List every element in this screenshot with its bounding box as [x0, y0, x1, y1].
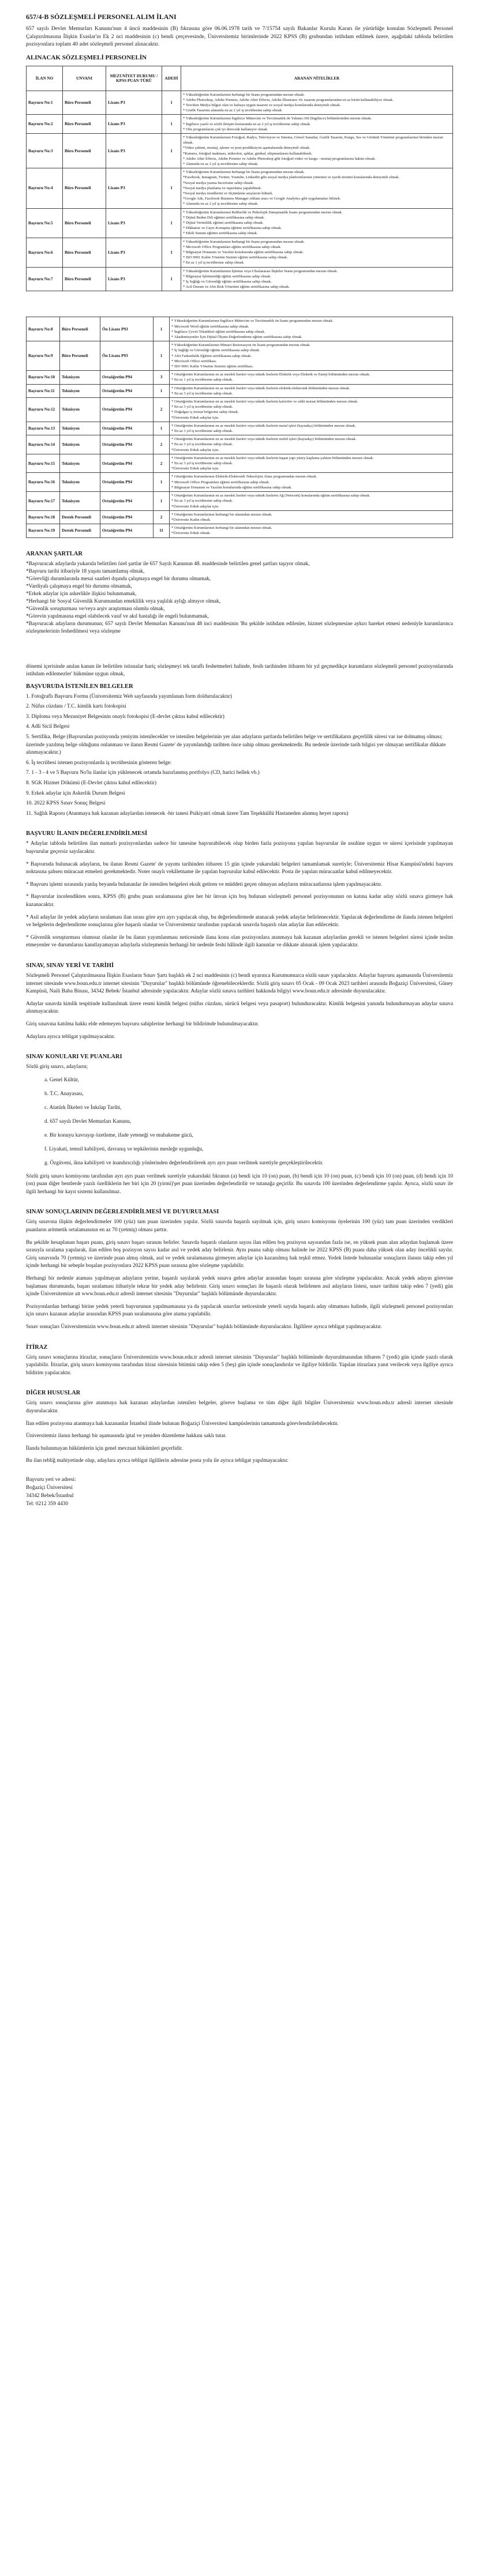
degerlendirme-item: * Adaylar tabloda belirtilen ilan numarlı pozisyonlardan sadece bir tanesine başvurabilecek olup birden fazla pozisyona yapılan başvurular ile usulüne uygun ve süresi içerisinde yapılmayan başvurular geçersiz sayılacaktır.	[26, 841, 453, 855]
cell-unvan: Teknisyen	[60, 473, 100, 492]
cell-adet: 1	[154, 473, 170, 492]
cell-ilan-no: Başvuru No:10	[27, 371, 60, 384]
requirement-line: * Bilgisayar İşletmenliği eğitim sertifikasına sahip olmak.	[183, 274, 271, 279]
table-row	[27, 473, 453, 492]
cell-aranan	[170, 510, 453, 524]
cell-ilan-no: Başvuru No:1	[27, 91, 63, 115]
cell-mezuniyet: Ortaöğretim P94	[100, 398, 154, 422]
requirement-line: *Üniversite Erkek adaylar için.	[171, 415, 219, 420]
cell-adet: 1	[162, 133, 181, 168]
genel-sart-item: *Herhangi bir Sosyal Güvenlik Kurumundan emeklilik veya yaşlılık aylığı almıyor olmak,	[26, 598, 220, 604]
sinav-paragraph-2: Adaylar sınavda kimlik tespitinde kullanılmak üzere resmi kimlik belgesi (nüfus cüzdanı, sürücü belgesi veya pasaport) bulunduracaktır. Kimlik belgesini yanında bulundurmayan adaylar sınava alınmayacaktır.	[26, 1001, 453, 1015]
genel-sartlar-heading: ARANAN ŞARTLAR	[26, 550, 83, 557]
address-line: 34342 Bebek/İstanbul	[26, 1492, 74, 1499]
requirement-line: * Ortaöğretim Kurumlarının en az meslek liseleri veya teknik liselerin mobil işleri (kaynakçı) bölümünden mezun olmak.	[171, 437, 357, 442]
cell-ilan-no: Başvuru No:11	[27, 384, 60, 397]
requirement-line: * En az 3 yıl iş tecrübesine sahip olmak.	[171, 405, 233, 409]
cell-mezuniyet: Lisans P3	[106, 133, 162, 168]
requirement-line: * İş Sağlığı ve Güvenliği eğitim sertifikasına sahip olmak.	[183, 280, 272, 284]
header-unvan: UNVANI	[63, 66, 106, 91]
requirement-line: * Ortaöğretim Kurumlarının Elektrik-Elektronik Teknolojisi Alanı programından mezun olmak.	[171, 475, 317, 479]
requirement-line: * En az 3 yıl iş tecrübesine sahip olmak.	[171, 391, 233, 396]
table-row	[27, 492, 453, 511]
cell-unvan: Büro Personeli	[63, 238, 106, 267]
belge-item: 8. SGK Hizmet Dökümü (E-Devlet çıktısı kabul edilecektir)	[26, 780, 156, 787]
requirement-line: * Bilgisayar Donanım ve Yazılım konularında eğitim sertifikasına sahip olmak.	[183, 250, 304, 254]
cell-aranan	[170, 435, 453, 454]
konular-heading: SINAV KONULARI VE PUANLARI	[26, 1054, 122, 1061]
belge-item: 5. Sertifika, Belge (Başvurulan pozisyonda yeniyim istenilecekler ve istenilen belgelerinin yer alan adayların şartlarda belirtilen belge ve sertifikaların geçerlilik süresi var ise dolmamış olması; üzerinde yazılmış belge olduğunu onlanması ve ilanın Resmi Gazete' de yayımlandığı tarihten önce sahip olması gerekmektedir. Bu nedenle üzerinde tarih bilgisi yer olmayan sertifikalar dikkate alınmayacaktır.)	[26, 734, 446, 756]
cell-ilan-no: Başvuru No:12	[27, 398, 60, 422]
cell-adet: 1	[162, 267, 181, 291]
requirement-line: * Microsoft Office sertifikası.	[171, 359, 217, 363]
requirement-line: *Üniversite Erkek adaylar için.	[171, 447, 219, 452]
cell-aranan	[170, 524, 453, 537]
cell-adet: 1	[162, 115, 181, 134]
cell-adet: 1	[154, 341, 170, 371]
konu-item: b. T.C. Anayasası,	[44, 1090, 84, 1097]
belge-item: 9. Erkek adaylar için Askerlik Durum Belgesi	[26, 790, 125, 796]
cell-ilan-no: Başvuru No:8	[27, 317, 60, 341]
cell-mezuniyet: Lisans P3	[106, 208, 162, 238]
cell-aranan	[181, 168, 453, 208]
cell-aranan	[181, 208, 453, 238]
cell-unvan: Büro Personeli	[60, 341, 100, 371]
cell-mezuniyet: Ortaöğretim P94	[100, 492, 154, 511]
table-row	[27, 435, 453, 454]
cell-unvan: Teknisyen	[60, 422, 100, 435]
cell-unvan: Büro Personeli	[63, 133, 106, 168]
positions-table-2	[26, 317, 453, 537]
cell-ilan-no: Başvuru No:5	[27, 208, 63, 238]
cell-aranan	[181, 267, 453, 291]
cell-mezuniyet: Ön Lisans P93	[100, 341, 154, 371]
address-line: Boğaziçi Üniversitesi	[26, 1484, 73, 1491]
genel-sart-item: *Başvuracak adayların durumunun; 657 sayılı Devlet Memurları Kanunu'nun 48 inci maddesinin 'Bu şekilde istihdam edilenler, hizmet sözleşmesine aykırı hareket etmesi nedeniyle kurumlarınca sözleşmelerinin feshedilmesi veya sözleşme	[26, 621, 453, 634]
address-block	[26, 1484, 453, 1508]
requirement-line: * ISO 9001 Kalite Yönetim Sistemi eğitim sertifikası.	[171, 364, 253, 369]
cell-aranan	[170, 454, 453, 473]
belgeler-heading: BAŞVURUDA İSTENİLEN BELGELER	[26, 683, 133, 690]
konu-item: e. Bir konuyu kavrayıp özetleme, ifade yeteneği ve muhakeme gücü,	[44, 1132, 193, 1138]
table-row	[27, 384, 453, 397]
requirement-line: *Üniversite Erkek olmak.	[171, 531, 211, 536]
cell-aranan	[170, 398, 453, 422]
table-row	[27, 524, 453, 537]
requirement-line: * En az 3 yıl iş tecrübesine sahip olmak.	[171, 461, 233, 466]
requirement-line: * Microsoft Office Programları eğitim sertifikasına sahip olmak.	[171, 480, 270, 484]
konular-intro: Sözlü giriş sınavı, adayların;	[26, 1064, 88, 1070]
cell-unvan: Teknisyen	[60, 492, 100, 511]
requirement-line: * Akademisyenler İçin Dijital Ölçme-Değerlendirme eğitim sertifikasına sahip olmak.	[171, 335, 302, 340]
degerlendirme-list	[26, 840, 453, 950]
degerlendirme-item: * Başvuru işlemi sırasında yanlış beyanda bulunanlar ile istenilen belgeleri eksik getiren ve müddeti geçen olmayan adayların müracaatlarına işlem yapılmayacaktır.	[26, 881, 382, 888]
sonuc-paragraph: Giriş sınavına ilişkin değerlendirmeler 100 (yüz) tam puan üzerinden yapılır. Sözlü sınavda başarılı sayılmak için, giriş sınavı komisyonu üyelerinin 100 (yüz) tam puan üzerinden verdikleri puanların aritmetik ortalamasının en az 70 (yetmiş) olması şarttır.	[26, 1219, 453, 1234]
cell-adet: 2	[154, 510, 170, 524]
konular-list	[44, 1076, 453, 1167]
requirement-line: * ISO 9001 Kalite Yönetim Sistemi eğitim sertifikasına sahip olmak.	[183, 255, 288, 260]
requirement-line: * Yükseköğretim Kurumlarının İngilizce Mütercim ve Tercümanlık ile Yabancı Dil (İngilizce) bölümlerinden mezun olmak.	[183, 116, 372, 121]
diger-paragraph: İlanda bulunmayan hükümlerin için genel mevzuat hükümleri geçerlidir.	[26, 1445, 183, 1451]
requirement-line: * Adobe Photoshop, Adobe Premier, Adobe After Effects, Adobe Illustrator vb. tasarım programlarından en az birini kullanabiliyor olmak.	[183, 97, 394, 102]
header-adet: ADEDİ	[162, 66, 181, 91]
diger-paragraphs	[26, 1400, 453, 1465]
belgeler-list	[26, 693, 453, 818]
degerlendirme-heading: BAŞVURU İLANIN DEĞERLENDİRİLMESİ	[26, 830, 148, 837]
requirement-line: * Ortaöğretim Kurumlarının en az meslek liseleri veya teknik liselerin Elektrik veya Elektrik ve Enerji bölümünden mezun olmak.	[171, 373, 371, 377]
requirement-line: * Afet Farkındalık Eğitimi sertifikasına sahip olmak.	[171, 354, 252, 358]
requirement-line: * Microsoft Office Programları eğitim sertifikasına sahip olmak.	[183, 245, 282, 249]
table-row	[27, 91, 453, 115]
degerlendirme-item: * Başvurular incelendikten sonra, KPSS (B) grubu puan sıralamasına göre her bir ünvan için boş bulunan sözleşmeli personel pozisyonunun on katına kadar aday sözlü sınava girmeye hak kazanacaktır.	[26, 894, 453, 908]
belge-item: 11. Sağlık Raporu (Atanmaya hak kazanan adaylardan istenecek -bir tanesi Psikiyatri olmak üzere Tam Teşekküllü Hastaneden alınmış heyet raporu)	[26, 810, 349, 817]
sinav-paragraph-4: Adaylara ayrıca tebligat yapılmayacaktır.	[26, 1033, 115, 1040]
genel-sart-item: *Vardiyalı çalışmaya engel bir durumu olmamak,	[26, 583, 132, 589]
requirement-line: * Yükseköğretim Kurumlarının Mimari Restorasyon ön lisans programından mezun olmak.	[171, 343, 311, 348]
requirement-line: *Sosyal medya planlama ve raporlama yapabilmek.	[183, 186, 262, 190]
requirement-line: * Yükseköğretim Kurumlarının İngilizce Mütercim ve Tercümanlık ön lisans programından mezun olmak.	[171, 319, 334, 324]
requirement-line: * Ortaöğretim Kurumlarının en az meslek liseleri veya teknik liselerin elektrik-elektronik bölümünden mezun olmak.	[171, 386, 350, 390]
cell-mezuniyet: Ortaöğretim P94	[100, 422, 154, 435]
requirement-line: * Grafik Tasarımı alanında en az 2 yıl iş tecrübesine sahip olmak.	[183, 108, 283, 113]
requirement-line: * Yükseköğretim Kurumlarının Fotoğraf, Radyo, Televizyon ve Sinema, Görsel Sanatlar, Grafik Tasarım, Kurgu, Ses ve Görüntü Yönetimi programlarının birinden mezun olmak.	[183, 135, 443, 145]
belge-item: 3. Diploma veya Mezuniyet Belgesinin onaylı fotokopisi (E-devlet çıktısı kabul edilecektir)	[26, 713, 224, 720]
intro-paragraph: 657 sayılı Devlet Memurları Kanunu'nun 4 üncü maddesinin (B) fıkrasına göre 06.06.1978 tarih ve 7/15754 sayılı Bakanlar Kurulu Kararı ile yürürlüğe konulan Sözleşmeli Personel Çalıştırılmasına İlişkin Esaslar'ın Ek 2 nci maddesinin (c) bendi çerçevesinde, Üniversitemiz birimlerinde 2022 KPSS (B) grubundan istihdam edilmek üzere, aşağıdaki tabloda belirtilen pozisyonlara toplam 40 adet sözleşmeli personel alınacaktır.	[26, 25, 453, 47]
belge-item: 4. Adli Sicil Belgesi	[26, 724, 70, 730]
requirement-line: * Dijital Verimlilik eğitimi sertifikasına sahip olmak.	[183, 220, 264, 225]
itiraz-paragraph: Giriş sınavı sonuçlarına itirazlar, sonuçların Üniversitemizin www.boun.edu.tr adresli internet sitesinin "Duyurular" başlıklı bölümünde duyurulmasından itibaren 7 (yedi) gün içinde yazılı olarak yapılabilir. İtirazlar, giriş sınavı komisyonu tarafından itiraz süresinin bitimini takip eden 5 (beş) gün içinde sonuçlandırılır ve ilgiliye bildirilir. Yapılan itirazlara yanıt verilecek veya ilgiliye ayrıca bildirim yapılacaktır.	[26, 1354, 453, 1376]
degerlendirme-item: * Başvuruda bulunacak adayların, bu ilanın Resmi Gazete' de yayımı tarihinden itibaren 15 gün içinde yukarıdaki belgeleri tamamlamak suretiyle; Üniversitemiz Hisar Kampüsü'ndeki başvuru noktasına şahsen müracaat etmeleri gerekmektedir. Noter onaylı vekâletname ile yapılan başvurular kabul edilecektir. Posta ile yapılan müracaatlar kabul edilmeyecektir.	[26, 861, 453, 875]
requirement-line: * Dijital Beden Dili eğitimi sertifikasına sahip olmak.	[183, 215, 265, 220]
cell-aranan	[181, 91, 453, 115]
belge-item: 1. Fotoğraflı Başvuru Formu (Üniversitemiz Web sayfasında yayımlanan form doldurulacaktır)	[26, 693, 232, 700]
requirement-line: * En az 3 yıl iş tecrübesine sahip olmak.	[171, 442, 233, 447]
diger-heading: DİĞER HUSUSLAR	[26, 1390, 81, 1397]
requirement-line: * Ofis programlarını çok iyi derecede kullanıyor olmak.	[183, 127, 268, 131]
konu-item: f. Liyakati, temsil kabiliyeti, davranış ve tepkilerinin mesleğe uygunluğu,	[44, 1146, 204, 1152]
genel-sart-item: *Başvuracak adaylarda yukarıda belirtilen özel şartlar ile 657 Sayılı Kanunun 48. maddesinde belirtilen genel şartları taşıyor olmak,	[26, 561, 310, 567]
cell-ilan-no: Başvuru No:4	[27, 168, 63, 208]
requirement-line: * Yükseköğretim Kurumlarının herhangi bir lisans programından mezun olmak.	[183, 170, 305, 175]
itiraz-heading: İTİRAZ	[26, 1344, 48, 1351]
cell-adet: 2	[154, 435, 170, 454]
table-row	[27, 238, 453, 267]
requirement-line: * Ortaöğretim Kurumlarının en az meslek liseleri veya teknik liselerin inşaat yapı yüzey kaplama yalıtım bölümünden mezun olmak.	[171, 456, 374, 460]
cell-mezuniyet: Ortaöğretim P94	[100, 510, 154, 524]
genel-sart-item: *Erkek adaylar için askerlikle ilişkisi bulunmamak,	[26, 591, 137, 597]
cell-unvan: Büro Personeli	[63, 91, 106, 115]
cell-adet: 2	[154, 454, 170, 473]
table-row	[27, 422, 453, 435]
cell-adet: 3	[154, 371, 170, 384]
table-row	[27, 398, 453, 422]
table-row	[27, 341, 453, 371]
diger-paragraph: Bu ilan tebliğ mahiyetinde olup, adaylara ayrıca tebligat ilgililerin adresine posta yolu ile ayrıca tebligat yapılmayacaktır.	[26, 1458, 289, 1464]
cell-ilan-no: Başvuru No:3	[27, 133, 63, 168]
cell-ilan-no: Başvuru No:9	[27, 341, 60, 371]
konu-item: d. 657 sayılı Devlet Memurları Kanunu,	[44, 1118, 132, 1125]
cell-aranan	[170, 341, 453, 371]
belge-item: 7. 1 - 3 - 4 ve 5 Başvuru No'lu ilanlar için yüklenecek ortamda hazırlanmış portfolyo (CD, harici bellek vb.)	[26, 770, 260, 776]
requirement-line: * Acil Durum ve Afet Risk Yönetimi eğitim sertifikasına sahip olmak.	[183, 285, 290, 289]
address-label: Başvuru yeri ve adresi:	[26, 1476, 76, 1483]
requirement-line: *Sosyal medya trendlerini ve ölçümleme araçlarını bilmek.	[183, 191, 274, 195]
requirement-line: * Ortaöğretim Kurumlarının herhangi bir alanından mezun olmak.	[171, 512, 272, 517]
requirement-line: * Etkili Sunum eğitimi sertifikasına sahip olmak.	[183, 231, 258, 236]
table-row	[27, 168, 453, 208]
cell-aranan	[170, 473, 453, 492]
genel-sart-item: *Görevliği durumlarında mesai saatleri dışında çalışmaya engel bir durumu olmamak,	[26, 576, 211, 582]
header-mezuniyet: MEZUNİYET DURUMU / KPSS PUAN TÜRÜ	[106, 66, 162, 91]
cell-ilan-no: Başvuru No:16	[27, 473, 60, 492]
requirement-line: * Yükseköğretim Kurumlarının Rehberlik ve Psikolojik Danışmanlık lisans programından mezun olmak.	[183, 210, 343, 215]
cell-ilan-no: Başvuru No:6	[27, 238, 63, 267]
cell-unvan: Teknisyen	[60, 371, 100, 384]
requirement-line: * Yükseköğretim Kurumlarının herhangi bir lisans programından mezun olmak.	[183, 239, 305, 244]
cell-aranan	[170, 384, 453, 397]
requirement-line: *Facebook, Instagram, Twitter, Youtube, LinkedIn gibi sosyal medya platformlarının yönetimi ve içerik üretimi konularında deneyimli olmak.	[183, 175, 400, 180]
cell-aranan	[170, 371, 453, 384]
cell-unvan: Destek Personeli	[60, 510, 100, 524]
sonuc-paragraphs	[26, 1219, 453, 1331]
requirement-line: * En az 1 yıl iş tecrübesine sahip olmak.	[183, 261, 245, 265]
table-row	[27, 115, 453, 134]
genel-sart-item: *Başvuru tarihi itibariyle 18 yaşını tamamlamış olmak,	[26, 568, 145, 574]
cell-adet: 1	[154, 422, 170, 435]
table-body-2	[27, 317, 453, 537]
degerlendirme-item: * Asil adaylar ile yedek adayların sıralaması ilan sırası göre ayrı ayrı yapılacak olup, bu değerlendirmede atanacak yedek adaylar belirlenecektir. Yapılacak değerlendirme de ilanda istenen belgeleri ve belgelerin değerlendirme sonuçlarına göre başarılı olanlar ve Üniversitemiz tarafından yapılacak sınavda başarılı olan adaylar ilan edilecektir.	[26, 914, 453, 928]
sonuc-paragraph: Pozisyonlardan herhangi birine yedek yeterli başvurunun yapılmamasına ya da yapılacak sınavlar neticesinde yeterli sayıda başarılı aday olmaması halinde, ilgili sözleşmeli personel pozisyonları için sınavı kazanan adaylar arasından KPSS puan sıralamasına göre atama yapılabilir.	[26, 1303, 453, 1318]
cell-unvan: Teknisyen	[60, 435, 100, 454]
diger-paragraph: Üniversitemiz ilanın herhangi bir aşamasında iptal ve yeniden düzenleme hakkını saklı tutar.	[26, 1433, 227, 1439]
requirement-line: * Alanında en az 2 yıl iş tecrübesine sahip olmak.	[183, 202, 259, 206]
genel-sart-item: *Güvenlik soruşturması ve/veya arşiv araştırması olumlu olmak,	[26, 606, 165, 612]
requirement-line: * Adobe After Effects, Adobe Premier ve Adobe Photoshop gibi fotoğraf-video ve kurgu - montaj programlarına hakim olmak.	[183, 156, 376, 161]
cell-unvan: Büro Personeli	[63, 267, 106, 291]
requirement-line: * Bilgisayar Donanım ve Yazılım konularında eğitim sertifikasına sahip olmak.	[171, 485, 292, 490]
address-line: Tel: 0212 359 4430	[26, 1501, 69, 1507]
cell-mezuniyet: Ön Lisans P93	[100, 317, 154, 341]
cell-ilan-no: Başvuru No:17	[27, 492, 60, 511]
requirement-line: * Microsoft Word eğitim sertifikasına sahip olmak.	[171, 324, 249, 329]
requirement-line: * Ortaöğretim Kurumlarının en az meslek liseleri veya teknik liselerin Ağ (Network) konularında eğitim sertifikasına sahip olmak.	[171, 494, 371, 498]
cell-ilan-no: Başvuru No:19	[27, 524, 60, 537]
sonuc-paragraph: Bu şekilde hesaplanan başarı puanı, giriş sınavı başarı sırasını belirler. Sınavda başarılı olanların sayısı ilan edilen boş pozisyon sayısından fazla ise, en yüksek puan alan adaydan başlamak üzere sırasıyla sıralama yapılarak, ilan edilen boş pozisyon sayısı kadar asıl ve yedek aday belirlenir. Aynı puana sahip olması halinde ise 2022 KPSS (B) puanı daha yüksek olan aday öncelikli sayılır. Giriş sınavında 70 (yetmiş) ve üzerinde puan almış olmak, asıl ve yedek sıralamasına girmeyen adaylar için kazanılmış hak teşkil etmez. Yedek listede bulunanlar sonuçların ilanını takip eden yıl içinde herhangi bir sebeple boşalan pozisyonlara 2022 KPSS puan sırasına göre sözleşme yapılabilir.	[26, 1239, 453, 1269]
table-row	[27, 317, 453, 341]
konu-item: a. Genel Kültür,	[44, 1077, 80, 1083]
genel-sartlar-list	[26, 561, 453, 635]
sinav-heading: SINAV, SINAV YERİ VE TARİHİ	[26, 962, 114, 969]
cell-unvan: Teknisyen	[60, 454, 100, 473]
requirement-line: *Video çekimi, montaj, işleme ve post-prodüksiyon aşamalarında deneyimli olmak.	[183, 146, 310, 151]
table-row	[27, 454, 453, 473]
requirement-line: * Tercihen Medya bilgisi olan ve haftaya uygun tasarım ve sosyal medya konularında deneyimli olmak.	[183, 103, 341, 107]
requirement-line: * Doğalgaz iç tesisat belgesine sahip olmak.	[171, 410, 239, 415]
cell-adet: 1	[162, 91, 181, 115]
belge-item: 2. Nüfus cüzdanı / T.C. kimlik kartı fotokopisi	[26, 704, 126, 710]
cell-adet: 1	[162, 168, 181, 208]
table-header-row	[27, 66, 453, 91]
cell-unvan: Büro Personeli	[63, 115, 106, 134]
cell-unvan: Büro Personeli	[63, 168, 106, 208]
requirement-line: * Ortaöğretim Kurumlarının en az meslek liseleri veya teknik liselerin metal işleri (kaynakçı) bölümünden mezun olmak.	[171, 423, 356, 428]
cell-aranan	[181, 238, 453, 267]
table-row	[27, 371, 453, 384]
continuation-paragraph: dönemi içerisinde anılan kanun ile belirtilen istisnalar hariç sözleşmeyi tek taraflı feshetmeleri halinde, fesih tarihinden itibaren bir yıl geçmedikçe kurumların sözleşmeli personel pozisyonlarında istihdam edilemezler' hükmüne uygun olmak,	[26, 663, 453, 678]
table-body-1	[27, 91, 453, 291]
cell-unvan: Büro Personeli	[60, 317, 100, 341]
cell-unvan: Teknisyen	[60, 398, 100, 422]
cell-adet: 2	[154, 398, 170, 422]
header-aranan: ARANAN NİTELİKLER	[181, 66, 453, 91]
cell-mezuniyet: Lisans P3	[106, 238, 162, 267]
cell-mezuniyet: Ortaöğretim P94	[100, 435, 154, 454]
degerlendirme-item: * Güvenlik soruşturması olumsuz olanlar ile bu ilanın yayımlanması neticesinde ilana konu olan pozisyonlara atanmaya hak kazanan adaylardan gerekli ve istenen belgeleri süresi içinde teslim etmeyenler ve durumlarını kanıtlayamayan adaylarla sözleşmenin herhangi bir nedenle feshi hâlinde ilgili kanunlar ve dikkate alınarak işlem yapılacaktır.	[26, 934, 453, 949]
cell-ilan-no: Başvuru No:7	[27, 267, 63, 291]
cell-mezuniyet: Ortaöğretim P94	[100, 524, 154, 537]
cell-ilan-no: Başvuru No:13	[27, 422, 60, 435]
cell-adet: 1	[154, 492, 170, 511]
cell-ilan-no: Başvuru No:18	[27, 510, 60, 524]
requirement-line: *Üniversite Kadın olmak.	[171, 517, 211, 522]
cell-unvan: Destek Personeli	[60, 524, 100, 537]
requirement-line: * İngilizce Çeviri Teknikleri eğitim sertifikasına sahip olmak.	[171, 329, 265, 334]
cell-ilan-no: Başvuru No:15	[27, 454, 60, 473]
cell-mezuniyet: Ortaöğretim P94	[100, 454, 154, 473]
requirement-line: *Kamera, fotoğraf makinası, mikrofon, ışıklar, gimbal, ekipmanlarını kullanabilmek.	[183, 151, 313, 156]
requirement-line: * Ortaöğretim Kurumlarının en az meslek liseleri veya teknik liselerin kalorifer ve sıhhi tesisat bölümünden mezun olmak.	[171, 400, 358, 404]
table-row	[27, 510, 453, 524]
diger-paragraph: Giriş sınavı sonuçlarına göre atanmaya hak kazanan adaylardan istenilen belgeler, göreve başlama ve tüm diğer ilgili bilgiler Üniversitemiz www.boun.edu.tr adresli internet sitesinde duyurulacaktır.	[26, 1400, 453, 1414]
sonuc-paragraph: Sınav sonuçları Üniversitemizin www.boun.edu.tr adresli internet sitesinin "Duyurular" başlıklı bölümünde duyurulacaktır. İlgililere ayrıca tebligat yapılmayacaktır.	[26, 1324, 382, 1330]
requirement-line: *Sosyal medya yazma becerisine sahip olmak.	[183, 180, 254, 185]
cell-mezuniyet: Ortaöğretim P94	[100, 473, 154, 492]
positions-table-1	[26, 66, 453, 292]
cell-aranan	[181, 133, 453, 168]
cell-mezuniyet: Ortaöğretim P94	[100, 384, 154, 397]
cell-ilan-no: Başvuru No:2	[27, 115, 63, 134]
requirement-line: * Dikkatsiz ve Gayrı Konuşma eğitimi sertifikasına sahip olmak.	[183, 226, 282, 231]
cell-aranan	[170, 422, 453, 435]
requirement-line: * En az 1 yıl iş tecrübesine sahip olmak.	[171, 378, 233, 382]
requirement-line: * Ortaöğretim Kurumlarının herhangi bir alanından mezun olmak.	[171, 526, 272, 531]
cell-aranan	[170, 317, 453, 341]
belge-item: 6. İş tecrübesi istenen pozisyonlarda iş tecrübesinin gösteren belge:	[26, 759, 172, 766]
requirement-line: *Üniversite Erkek adaylar için.	[171, 504, 219, 509]
belge-item: 10. 2022 KPSS Sınav Sonuç Belgesi	[26, 800, 106, 807]
requirement-line: * Yükseköğretim Kurumlarının İşletme veya Uluslararası İlişkiler lisans programından mezun olmak.	[183, 269, 338, 273]
konu-item: c. Atatürk İlkeleri ve İnkılap Tarihi,	[44, 1104, 122, 1111]
sonuc-heading: SINAV SONUÇLARININ DEĞERLENDİRİLMESİ VE DUYURULMASI	[26, 1209, 219, 1216]
sonuc-paragraph: Herhangi bir nedenle ataması yapılmayan adayların yerine, başarılı sayılarak yedek sınava gelen adaylar arasından başarı sırasına göre sözleşme yapılacaktır. Ancak yedek adayın görevine başlaması durumunda, başarı sıralaması itibariyle tekrar bir yedek aday belirlenir. Giriş sınavı sonuçları ile başarılı olarak belirlenen asıl adayların listesi, sınav tarihini takip eden 7 (yedi) gün içinde Üniversitemize ait www.boun.edu.tr adresli internet sitesinin "Duyurular" başlıklı bölümünde duyurulacaktır.	[26, 1276, 453, 1298]
cell-adet: 1	[162, 208, 181, 238]
requirement-line: * İngilizce yazılı ve sözlü iletişim konusunda en az 2 yıl iş tecrübesine sahip olmak.	[183, 122, 311, 126]
requirement-line: *Google Ads, Facebook Business Manager reklam aracı ve Google Analytics gibi uygulamaları bilmek.	[183, 197, 341, 201]
cell-aranan	[170, 492, 453, 511]
requirement-line: * Alanında en az 2 yıl iş tecrübesine sahip olmak.	[183, 161, 259, 166]
cell-aranan	[181, 115, 453, 134]
table-row	[27, 133, 453, 168]
cell-adet: 11	[154, 524, 170, 537]
sinav-paragraph-3: Giriş sınavına katılma hakkı elde edemeyen başvuru sahiplerine herhangi bir bildirimde bulunulmayacaktır.	[26, 1021, 259, 1027]
requirement-line: * En az 3 yıl iş tecrübesine sahip olmak.	[171, 429, 233, 434]
konu-item: g. Özgüveni, ikna kabiliyeti ve inandırıcılığı yönlerinden değerlendirilerek ayrı ayrı puan verilmek suretiyle gerçekleştirilecektir.	[44, 1160, 324, 1166]
table-row	[27, 208, 453, 238]
cell-mezuniyet: Lisans P3	[106, 267, 162, 291]
cell-unvan: Teknisyen	[60, 384, 100, 397]
cell-unvan: Büro Personeli	[63, 208, 106, 238]
cell-adet: 1	[154, 384, 170, 397]
cell-adet: 1	[154, 317, 170, 341]
cell-ilan-no: Başvuru No:14	[27, 435, 60, 454]
requirement-line: * Yükseköğretim Kurumlarının herhangi bir lisans programından mezun olmak.	[183, 92, 305, 97]
table-row	[27, 267, 453, 291]
table-title: ALINACAK SÖZLEŞMELİ PERSONELİN	[26, 54, 147, 61]
sinav-paragraph-1: Sözleşmeli Personel Çalıştırılmasına İlişkin Esasların Sınav Şartı başlıklı ek 2 nci maddesinin (c) bendi uyarınca Kurumumuzca sözlü sınav yapılacaktır. Adaylar başvuru aşamasında Üniversitemiz internet sitesinde www.boun.edu.tr internet sitesinin "Duyurular" başlıklı bölümünde öğrenebileceklerdir. Sözlü giriş sınavı 05 Ocak - 09 Ocak 2023 tarihleri arasında Boğaziçi Üniversitesi, Güney Kampüsü, Naili Baba Binası, 34342 Bebek/ İstanbul adresinde yapılacaktır. Adaylar sözlü sınava tarihleri hakkında bilgiyi www.boun.edu.tr adresinde duyurulacaktır.	[26, 972, 453, 995]
konular-paragraph: Sözlü giriş sınavı komisyonu tarafından ayrı ayrı puan verilmek suretiyle yukarıdaki fıkranın (a) bendi için 10 (on) puan, (b) bendi için 10 (on) puan, (c) bendi için 10 (on) puan, (d) bendi için 10 (on) puan diğer bentlerde yazılı özelliklerin her biri için 20 (yirmi)'şer puan üzerinden değerlendirilir ve tutanağa geçirilir. Bu sınavda 100 üzerinden değerlendirme yapılır. Ayrıca, sözlü sınav ile ilgili herhangi bir kayıt sistemi kullanılmaz.	[26, 1173, 453, 1195]
requirement-line: * İş Sağlığı ve Güvenliği eğitim sertifikasına sahip olmak.	[171, 348, 260, 353]
cell-mezuniyet: Lisans P3	[106, 115, 162, 134]
diger-paragraph: İlan edilen pozisyona atanmaya hak kazananlar İstanbul ilinde bulunan Boğaziçi Üniversitesi kampüslerinin tamamında görevlendirilebilecektir.	[26, 1420, 339, 1427]
cell-adet: 1	[162, 238, 181, 267]
header-ilan: İLAN NO	[27, 66, 63, 91]
requirement-line: * En az 3 yıl iş tecrübesine sahip olmak.	[171, 499, 233, 503]
page-title: 657/4-B SÖZLEŞMELİ PERSONEL ALIM İLANI	[26, 13, 177, 21]
genel-sart-item: *Görevin yapılmasına engel olabilecek vasıf ve akıl hastalığı ile engeli bulunmamak,	[26, 613, 209, 619]
cell-mezuniyet: Lisans P3	[106, 91, 162, 115]
requirement-line: *Üniversite Erkek adaylar için.	[171, 467, 219, 471]
cell-mezuniyet: Ortaöğretim P94	[100, 371, 154, 384]
cell-mezuniyet: Lisans P3	[106, 168, 162, 208]
